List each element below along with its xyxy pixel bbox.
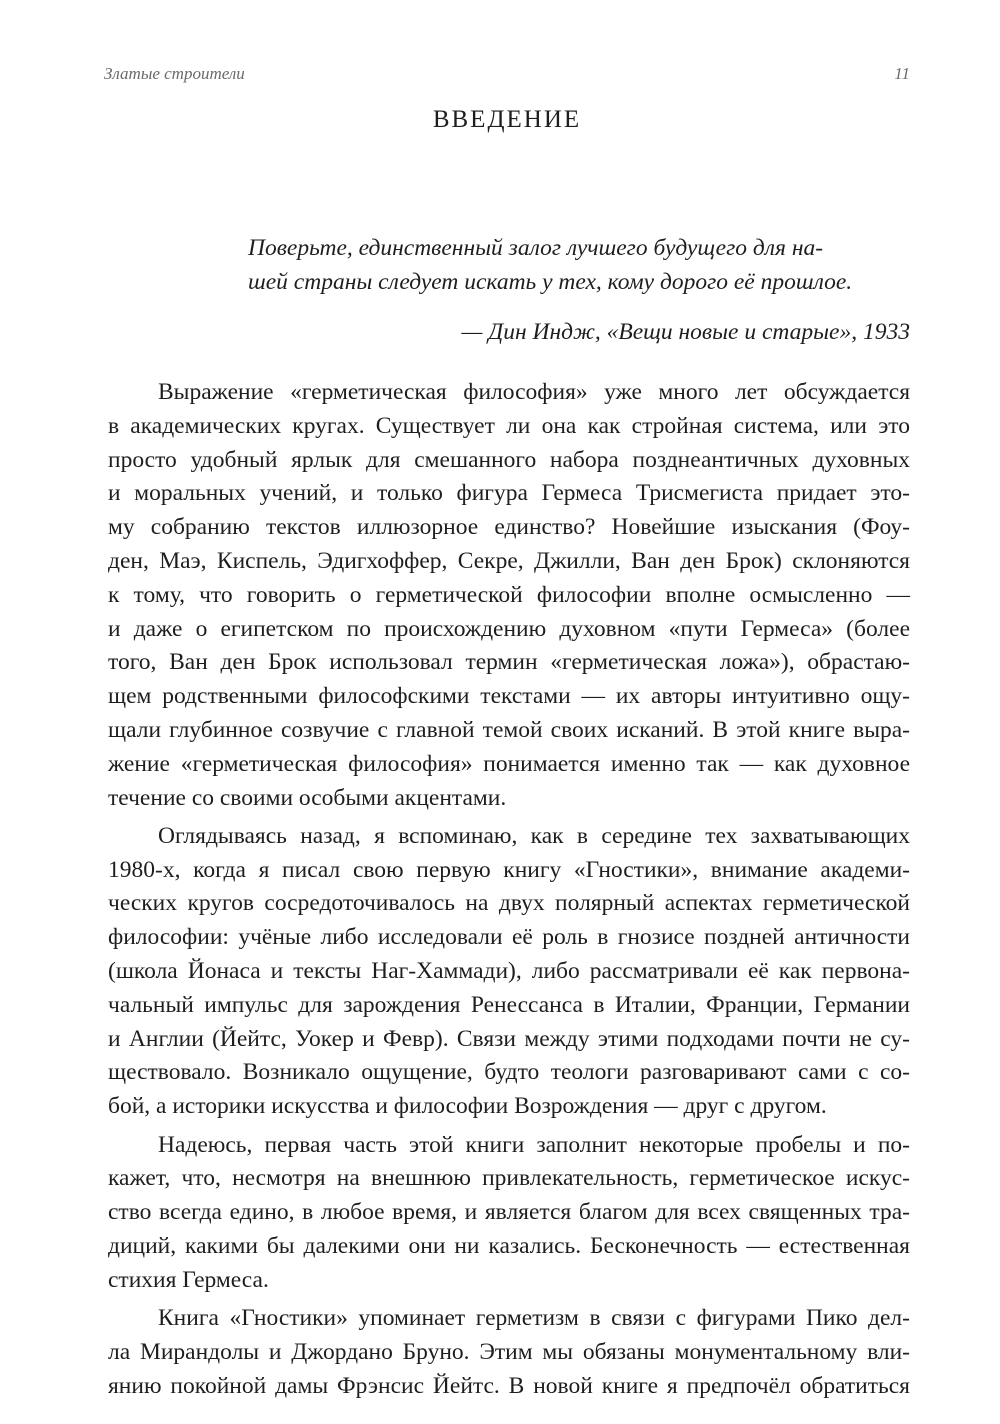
text-line: щем родственными философскими текстами — их авторы интуитивно ощу- bbox=[108, 683, 910, 710]
epigraph-line: шей страны следует искать у тех, кому дорого её прошлое. bbox=[248, 269, 853, 295]
text-line: просто удобный ярлык для смешанного набора позднеантичных духовных bbox=[108, 446, 910, 473]
epigraph-attribution: — Дин Индж, «Вещи новые и старые», 1933 bbox=[461, 319, 910, 345]
running-head bbox=[104, 64, 910, 92]
text-line: кажет, что, несмотря на внешнюю привлекательность, герметическое искус- bbox=[108, 1165, 910, 1192]
page-number: 11 bbox=[894, 64, 910, 83]
text-line: диций, какими бы далекими они ни казались. Бесконечность — естественная bbox=[108, 1232, 910, 1259]
text-line: янию покойной дамы Фрэнсис Йейтс. В новой книге я предпочёл обратиться bbox=[108, 1372, 910, 1399]
text-line: ден, Маэ, Киспель, Эдигхоффер, Секре, Джилли, Ван ден Брок) склоняются bbox=[108, 547, 910, 574]
running-head-book-title: Златые строители bbox=[104, 64, 245, 83]
epigraph bbox=[248, 231, 910, 349]
text-line: ществовало. Возникало ощущение, будто теологи разговаривают сами с со- bbox=[108, 1059, 910, 1086]
paragraph bbox=[108, 820, 910, 1124]
text-line: и Англии (Йейтс, Уокер и Февр). Связи между этими подходами почти не су- bbox=[108, 1025, 910, 1052]
text-line: ческих кругов сосредоточивалось на двух полярный аспектах герметической bbox=[108, 890, 910, 917]
text-line: и даже о египетском по происхождению духовном «пути Гермеса» (более bbox=[108, 615, 910, 642]
text-line: (школа Йонаса и тексты Наг-Хаммади), либо рассматривали её как первона- bbox=[108, 958, 910, 985]
text-line: му собранию текстов иллюзорное единство? Новейшие изыскания (Фоу- bbox=[108, 514, 910, 541]
text-line: того, Ван ден Брок использовал термин «герметическая ложа»), обрастаю- bbox=[108, 649, 910, 676]
text-line: чальный импульс для зарождения Ренессанса в Италии, Франции, Германии bbox=[108, 991, 910, 1018]
text-line: Выражение «герметическая философия» уже много лет обсуждается bbox=[158, 379, 910, 405]
body-text bbox=[108, 376, 910, 1408]
text-line: к тому, что говорить о герметической философии вполне осмысленно — bbox=[108, 581, 910, 608]
text-line: стихия Гермеса. bbox=[108, 1266, 269, 1293]
text-line: 1980-х, когда я писал свою первую книгу «Гностики», внимание академи- bbox=[108, 856, 910, 883]
text-line: в академических кругах. Существует ли она как стройная система, или это bbox=[108, 412, 910, 439]
text-line: течение со своими особыми акцентами. bbox=[108, 784, 507, 811]
text-line: щали глубинное созвучие с главной темой своих исканий. В этой книге выра- bbox=[108, 716, 910, 743]
paragraph bbox=[108, 1129, 910, 1298]
text-line: бой, а историки искусства и философии Возрождения — друг с другом. bbox=[108, 1093, 827, 1120]
text-line: ла Мирандолы и Джордано Бруно. Этим мы обязаны монументальному вли- bbox=[108, 1338, 910, 1365]
text-line: философии: учёные либо исследовали её роль в гнозисе поздней античности bbox=[108, 924, 910, 951]
text-line: ство всегда едино, в любое время, и является благом для всех священных тра- bbox=[108, 1199, 910, 1226]
text-line: жение «герметическая философия» понимается именно так — как духовное bbox=[108, 750, 910, 777]
paragraph bbox=[108, 1302, 910, 1403]
chapter-title: ВВЕДЕНИЕ bbox=[432, 106, 582, 133]
text-line: и моральных учений, и только фигура Гермеса Трисмегиста придает это- bbox=[108, 480, 910, 507]
text-line: Надеюсь, первая часть этой книги заполнит некоторые пробелы и по- bbox=[158, 1131, 910, 1158]
text-line: Книга «Гностики» упоминает герметизм в связи с фигурами Пико дел- bbox=[158, 1305, 910, 1332]
text-line: Оглядываясь назад, я вспоминаю, как в середине тех захватывающих bbox=[158, 822, 910, 849]
paragraph bbox=[108, 376, 910, 815]
epigraph-line: Поверьте, единственный залог лучшего будущего для на- bbox=[248, 235, 824, 261]
